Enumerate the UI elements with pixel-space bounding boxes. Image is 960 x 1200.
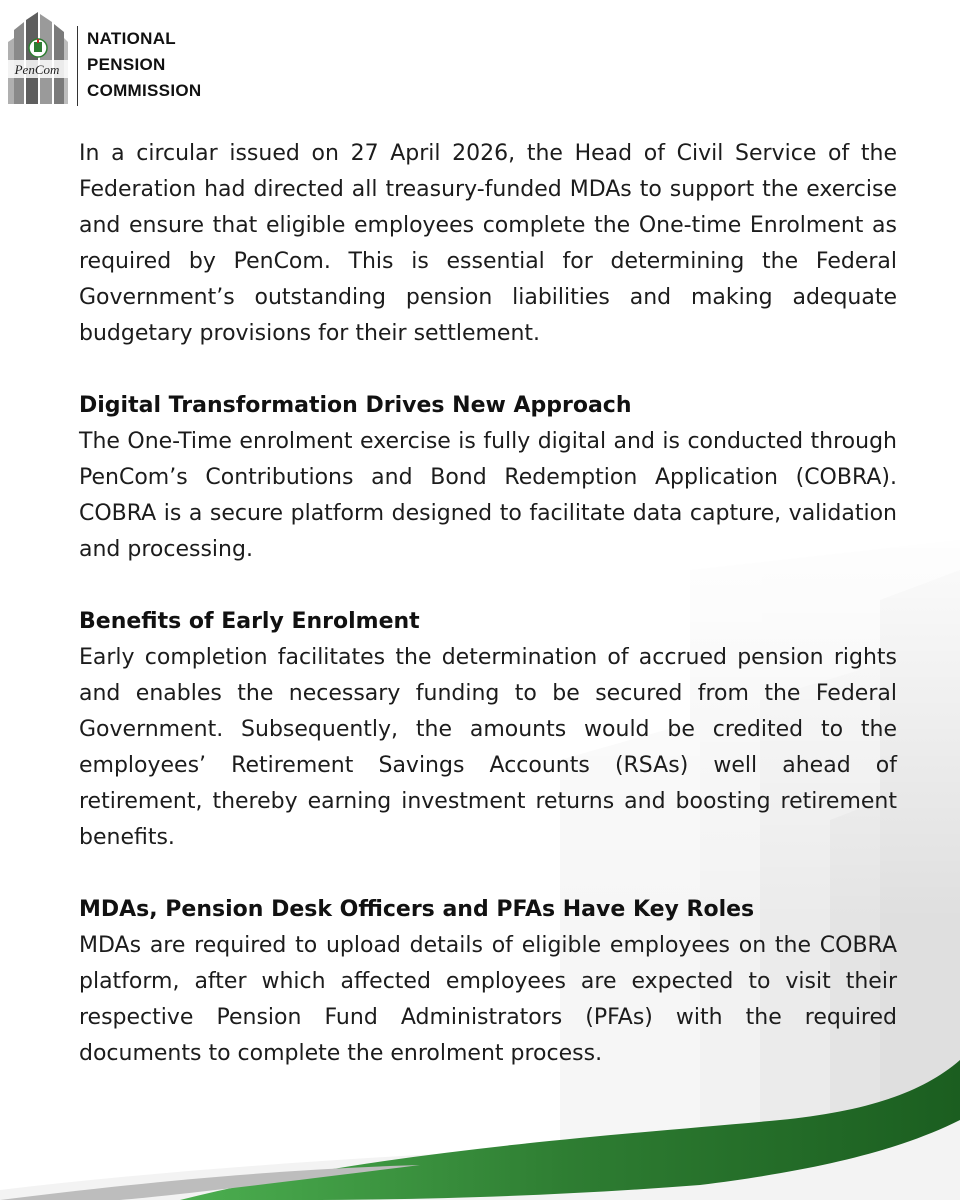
logo-divider xyxy=(77,26,78,106)
organization-name xyxy=(87,26,201,104)
header xyxy=(0,0,960,120)
logo-text: PenCom xyxy=(14,62,60,77)
section-paragraph: MDAs are required to upload details of eligible employees on the COBRA platform, after which affected employees are expected to visit their respective Pension Fund Administrators (PFAs) with the required documents to complete the enrolment process. xyxy=(79,933,897,1066)
section-heading: MDAs, Pension Desk Officers and PFAs Have Key Roles xyxy=(79,897,755,922)
article-body xyxy=(79,136,897,1072)
org-name-line-2: PENSION xyxy=(87,55,166,74)
section-digital-transformation xyxy=(79,388,897,568)
section-paragraph: The One-Time enrolment exercise is fully digital and is conducted through PenCom’s Contributions and Bond Redemption Application (COBRA). COBRA is a secure platform designed to facilitate data capture, validation and processing. xyxy=(79,429,897,562)
section-heading: Benefits of Early Enrolment xyxy=(79,609,420,634)
intro-paragraph: In a circular issued on 27 April 2026, the Head of Civil Service of the Federation had directed all treasury-funded MDAs to support the exercise and ensure that eligible employees complete the One-time Enrolment as required by PenCom. This is essential for determining the Federal Government’s outstanding pension liabilities and making adequate budgetary provisions for their settlement. xyxy=(79,141,897,346)
org-name-line-3: COMMISSION xyxy=(87,81,202,100)
org-name-line-1: NATIONAL xyxy=(87,29,176,48)
section-key-roles xyxy=(79,892,897,1072)
section-paragraph: Early completion facilitates the determination of accrued pension rights and enables the necessary funding to be secured from the Federal Government. Subsequently, the amounts would be credited to the employees’ Retirement Savings Accounts (RSAs) well ahead of retirement, thereby earning investment returns and boosting retirement benefits. xyxy=(79,645,897,850)
section-early-enrolment-benefits xyxy=(79,604,897,856)
pencom-logo xyxy=(4,8,70,108)
section-heading: Digital Transformation Drives New Approach xyxy=(79,393,632,418)
